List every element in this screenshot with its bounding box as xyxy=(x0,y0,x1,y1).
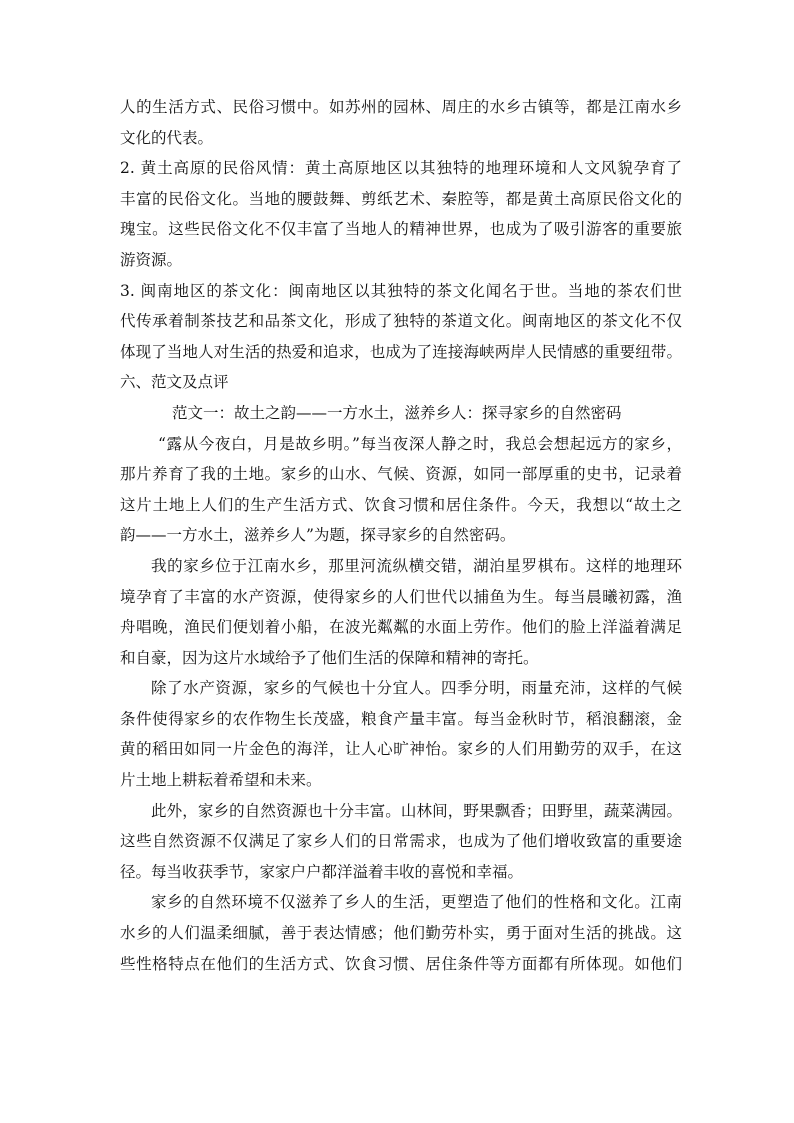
text-line: 径。每当收获季节，家家户户都洋溢着丰收的喜悦和幸福。 xyxy=(120,862,524,881)
section-heading: 六、范文及点评 xyxy=(120,373,229,392)
text-line: 这些自然资源不仅满足了家乡人们的日常需求，也成为了他们增收致富的重要途 xyxy=(120,832,682,851)
paragraph-start: “露从今夜白，月是故乡明。”每当夜深人静之时，我总会想起远方的家乡， xyxy=(158,434,682,453)
text-line: 丰富的民俗文化。当地的腰鼓舞、剪纸艺术、秦腔等，都是黄土高原民俗文化的 xyxy=(120,189,682,208)
list-item-heading: 3. 闽南地区的茶文化：闽南地区以其独特的茶文化闻名于世。当地的茶农们世 xyxy=(120,281,682,300)
paragraph-start: 我的家乡位于江南水乡，那里河流纵横交错，湖泊星罗棋布。这样的地理环 xyxy=(151,556,682,575)
text-line: 片土地上耕耘着希望和未来。 xyxy=(120,771,322,790)
list-item-heading: 2. 黄土高原的民俗风情：黄土高原地区以其独特的地理环境和人文风貌孕育了 xyxy=(120,159,682,178)
text-line: 些性格特点在他们的生活方式、饮食习惯、居住条件等方面都有所体现。如他们 xyxy=(120,954,682,973)
text-line: 条件使得家乡的农作物生长茂盛，粮食产量丰富。每当金秋时节，稻浪翻滚，金 xyxy=(120,709,682,728)
text-line: 黄的稻田如同一片金色的海洋，让人心旷神怡。家乡的人们用勤劳的双手，在这 xyxy=(120,740,682,759)
text-line: 文化的代表。 xyxy=(120,128,214,147)
text-line: 人的生活方式、民俗习惯中。如苏州的园林、周庄的水乡古镇等，都是江南水乡 xyxy=(120,98,682,116)
text-line: 舟唱晚，渔民们便划着小船，在波光粼粼的水面上劳作。他们的脸上洋溢着满足 xyxy=(120,618,682,637)
text-line: 境孕育了丰富的水产资源，使得家乡的人们世代以捕鱼为生。每当晨曦初露，渔 xyxy=(120,587,682,606)
text-line: 体现了当地人对生活的热爱和追求，也成为了连接海峡两岸人民情感的重要纽带。 xyxy=(120,342,682,361)
text-line: 瑰宝。这些民俗文化不仅丰富了当地人的精神世界，也成为了吸引游客的重要旅 xyxy=(120,220,682,239)
paragraph-start: 家乡的自然环境不仅滋养了乡人的生活，更塑造了他们的性格和文化。江南 xyxy=(151,893,682,912)
paragraph-start: 此外，家乡的自然资源也十分丰富。山林间，野果飘香；田野里，蔬菜满园。 xyxy=(151,801,682,820)
text-line: 游资源。 xyxy=(120,250,183,269)
paragraph-start: 除了水产资源，家乡的气候也十分宜人。四季分明，雨量充沛，这样的气候 xyxy=(151,679,682,698)
text-line: 和自豪，因为这片水域给予了他们生活的保障和精神的寄托。 xyxy=(120,648,539,667)
text-line: 韵——一方水土，滋养乡人”为题，探寻家乡的自然密码。 xyxy=(120,526,516,545)
text-line: 水乡的人们温柔细腻，善于表达情感；他们勤劳朴实，勇于面对生活的挑战。这 xyxy=(120,924,682,943)
text-line: 那片养育了我的土地。家乡的山水、气候、资源，如同一部厚重的史书，记录着 xyxy=(120,465,682,484)
text-line: 这片土地上人们的生产生活方式、饮食习惯和居住条件。今天，我想以“故土之 xyxy=(120,495,682,514)
document-page xyxy=(120,92,682,979)
essay-title: 范文一：故土之韵——一方水土，滋养乡人：探寻家乡的自然密码 xyxy=(172,403,622,422)
text-line: 代传承着制茶技艺和品茶文化，形成了独特的茶道文化。闽南地区的茶文化不仅 xyxy=(120,312,682,331)
